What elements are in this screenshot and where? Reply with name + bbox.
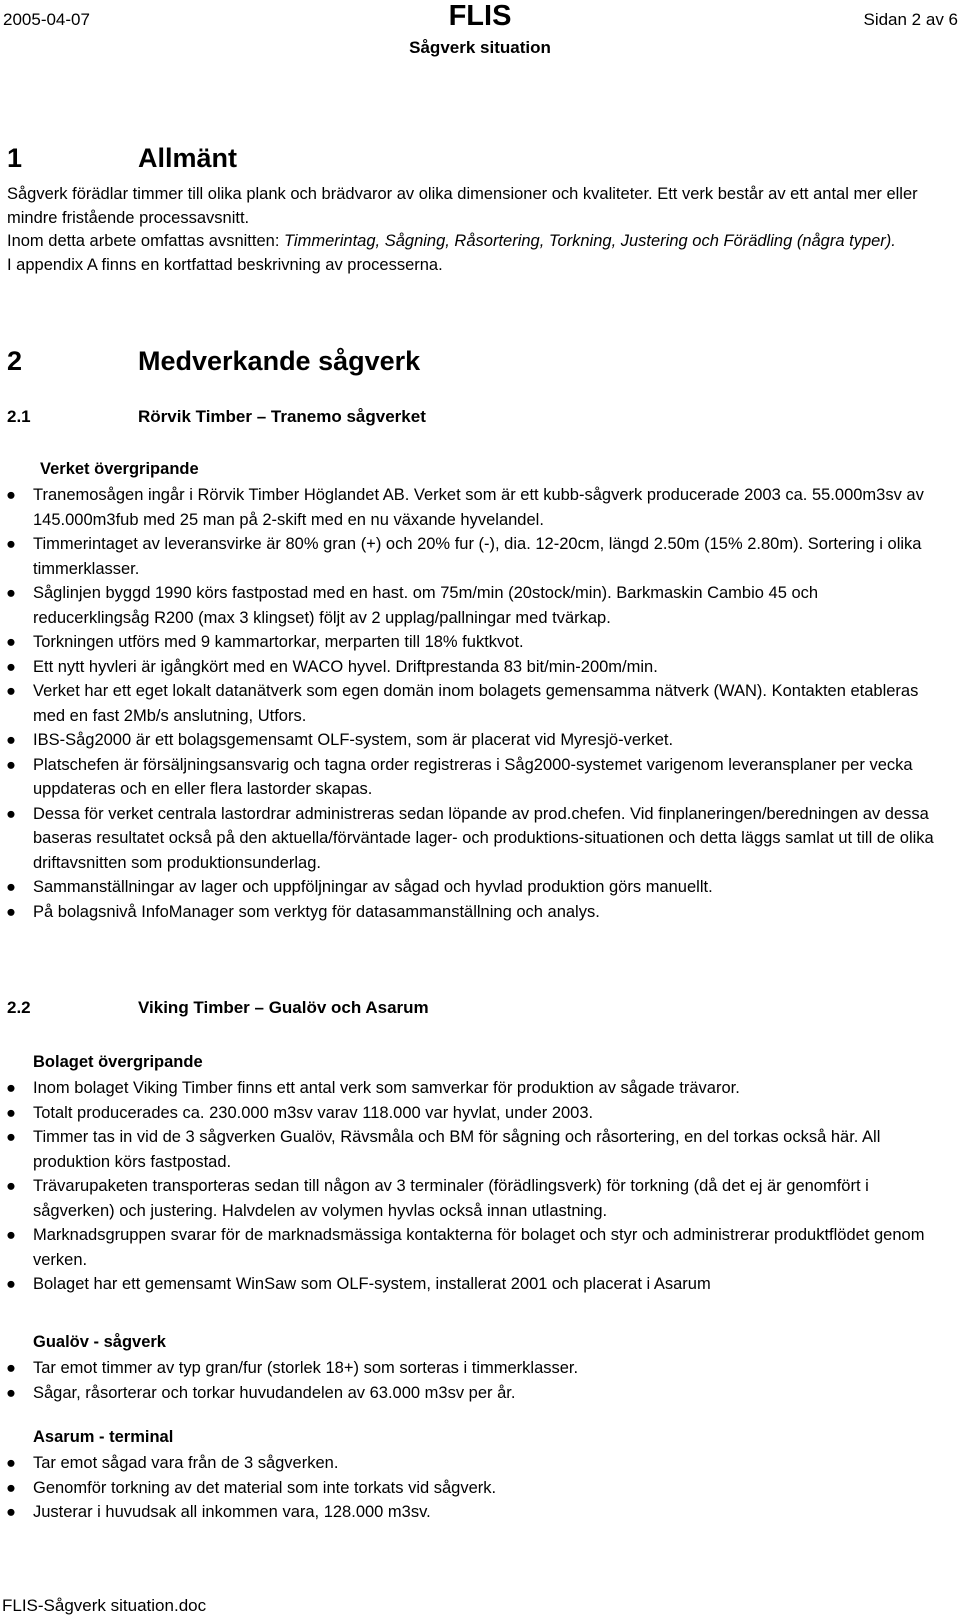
- list-item-text: Timmer tas in vid de 3 sågverken Gualöv, Rävsmåla och BM för sågning och råsortering, en del torkas också här. All produktion körs fastpostad.: [33, 1128, 881, 1171]
- section-2-1-subhead: Verket övergripande: [40, 460, 199, 478]
- list-item-text: Trävarupaketen transporteras sedan till någon av 3 terminaler (förädlingsverk) för torkning (då det ej är genomfört i sågverken) och justering. Halvdelen av volymen hyvlas också innan utlastning.: [33, 1177, 869, 1220]
- list-item: [0, 1125, 935, 1174]
- list-item-text: Verket har ett eget lokalt datanätverk som egen domän inom bolagets gemensamma nätverk (WAN). Kontakten etableras med en fast 2Mb/s anslutning, Utfors.: [33, 682, 919, 725]
- list-item: [0, 1451, 935, 1476]
- list-item: [0, 900, 935, 925]
- bullet-icon: ●: [6, 1275, 16, 1293]
- section-title: Viking Timber – Gualöv och Asarum: [138, 998, 429, 1017]
- list-item-text: På bolagsnivå InfoManager som verktyg för datasammanställning och analys.: [33, 902, 600, 921]
- list-item: [0, 753, 935, 802]
- paragraph: [7, 230, 927, 254]
- list-item-text: Torkningen utförs med 9 kammartorkar, merparten till 18% fuktkvot.: [33, 633, 524, 651]
- bullet-icon: ●: [6, 1478, 16, 1497]
- section-2-1-bullet-list: [0, 483, 935, 924]
- list-item-text: Tar emot timmer av typ gran/fur (storlek 18+) som sorteras i timmerklasser.: [33, 1359, 579, 1377]
- list-item: [0, 483, 935, 532]
- section-number: 1: [7, 143, 23, 173]
- bullet-icon: ●: [6, 902, 16, 921]
- list-item: [0, 655, 935, 680]
- header-page-number: Sidan 2 av 6: [863, 10, 958, 29]
- section-2-2-bullet-list-asarum: [0, 1451, 935, 1525]
- paragraph-italic: Timmerintag, Sågning, Råsortering, Torkning, Justering och Förädling (några typer).: [284, 232, 896, 250]
- list-item-text: Tranemosågen ingår i Rörvik Timber Höglandet AB. Verket som är ett kubb-sågverk producerade 2003 ca. 55.000m3sv av 145.000m3fub med 25 man på 2-skift med en nu växande hyvelandel.: [33, 486, 924, 529]
- bullet-icon: ●: [6, 584, 16, 602]
- section-2-2-subhead-company: Bolaget övergripande: [33, 1053, 203, 1071]
- section-title: Rörvik Timber – Tranemo sågverket: [138, 407, 426, 426]
- bullet-icon: ●: [6, 1177, 16, 1195]
- list-item-text: Timmerintaget av leveransvirke är 80% gran (+) och 20% fur (-), dia. 12-20cm, längd 2.50m (15% 2.80m). Sortering i olika timmerklasser.: [33, 535, 922, 578]
- bullet-icon: ●: [6, 1359, 16, 1377]
- bullet-icon: ●: [6, 1226, 16, 1244]
- list-item-text: Justerar i huvudsak all inkommen vara, 128.000 m3sv.: [33, 1503, 431, 1521]
- bullet-icon: ●: [6, 1103, 16, 1122]
- section-2-2-heading: [7, 998, 429, 1018]
- bullet-icon: ●: [6, 1454, 16, 1472]
- section-2-2-bullet-list-company: [0, 1076, 935, 1297]
- list-item-text: Marknadsgruppen svarar för de marknadsmässiga kontakterna för bolaget och styr och administrerar produktflödet genom verken.: [33, 1226, 925, 1269]
- list-item: [0, 728, 935, 753]
- list-item-text: Platschefen är försäljningsansvarig och tagna order registreras i Såg2000-systemet varigenom leveransplaner per vecka uppdateras och en eller flera lastorder skapas.: [33, 755, 913, 798]
- bullet-icon: ●: [6, 657, 16, 676]
- footer-filename: FLIS-Sågverk situation.doc: [2, 1596, 207, 1615]
- list-item: [0, 1101, 935, 1126]
- list-item: [0, 875, 935, 900]
- list-item: [0, 630, 935, 655]
- section-1-heading: [7, 143, 237, 174]
- paragraph: Sågverk förädlar timmer till olika plank och brädvaror av olika dimensioner och kvaliteter. Ett verk består av ett antal mer eller mindre fristående processavsnitt.: [7, 185, 918, 227]
- list-item-text: Dessa för verket centrala lastordrar administreras sedan löpande av prod.chefen. Vid finplaneringen/beredningen av dessa baseras resultatet också på den aktuella/förväntade lager- och produktions-situationen och detta läggs samlat ut till de olika driftavsnitten som produktionsunderlag.: [33, 804, 934, 872]
- bullet-icon: ●: [6, 878, 16, 896]
- section-2-2-subhead-gualov: Gualöv - sågverk: [33, 1333, 166, 1351]
- list-item-text: IBS-Såg2000 är ett bolagsgemensamt OLF-system, som är placerat vid Myresjö-verket.: [33, 731, 674, 749]
- bullet-icon: ●: [6, 1079, 16, 1097]
- section-2-2-bullet-list-gualov: [0, 1356, 935, 1405]
- bullet-icon: ●: [6, 682, 16, 700]
- header-title: FLIS: [448, 0, 512, 32]
- list-item-text: Totalt producerades ca. 230.000 m3sv varav 118.000 var hyvlat, under 2003.: [33, 1103, 594, 1122]
- bullet-icon: ●: [6, 1383, 16, 1402]
- bullet-icon: ●: [6, 1128, 16, 1146]
- bullet-icon: ●: [6, 755, 16, 774]
- list-item-text: Sammanställningar av lager och uppföljningar av sågad och hyvlad produktion görs manuellt.: [33, 878, 713, 896]
- section-number: 2: [7, 346, 23, 376]
- list-item-text: Ett nytt hyvleri är igångkört med en WACO hyvel. Driftprestanda 83 bit/min-200m/min.: [33, 657, 658, 676]
- bullet-icon: ●: [6, 633, 16, 651]
- bullet-icon: ●: [6, 486, 16, 504]
- list-item-text: Sågar, råsorterar och torkar huvudandelen av 63.000 m3sv per år.: [33, 1383, 516, 1402]
- list-item-text: Tar emot sågad vara från de 3 sågverken.: [33, 1454, 339, 1472]
- bullet-icon: ●: [6, 1503, 16, 1521]
- section-title: Allmänt: [138, 143, 238, 173]
- bullet-icon: ●: [6, 804, 16, 823]
- header-date: 2005-04-07: [3, 10, 90, 29]
- list-item: [0, 1272, 935, 1297]
- list-item: [0, 802, 935, 876]
- list-item-text: Såglinjen byggd 1990 körs fastpostad med en hast. om 75m/min (20stock/min). Barkmaskin Cambio 45 och reducerklingsåg R200 (max 3 klingset) följt av 2 upplag/pallningar med tvärkap.: [33, 584, 819, 627]
- list-item: [0, 1356, 935, 1381]
- paragraph-text: Inom detta arbete omfattas avsnitten:: [7, 232, 284, 250]
- list-item-text: Inom bolaget Viking Timber finns ett antal verk som samverkar för produktion av sågade trävaror.: [33, 1079, 740, 1097]
- list-item: [0, 679, 935, 728]
- list-item: [0, 1076, 935, 1101]
- section-2-heading: [7, 346, 420, 377]
- header-subtitle: Sågverk situation: [409, 38, 551, 57]
- section-number: 2.1: [7, 407, 31, 426]
- list-item: [0, 1476, 935, 1501]
- list-item: [0, 532, 935, 581]
- section-1-body: [7, 183, 927, 277]
- list-item-text: Genomför torkning av det material som inte torkats vid sågverk.: [33, 1478, 497, 1497]
- list-item: [0, 1174, 935, 1223]
- list-item: [0, 581, 935, 630]
- list-item: [0, 1500, 935, 1525]
- section-2-1-heading: [7, 407, 426, 427]
- section-2-2-subhead-asarum: Asarum - terminal: [33, 1428, 174, 1446]
- bullet-icon: ●: [6, 535, 16, 553]
- section-title: Medverkande sågverk: [138, 346, 421, 376]
- list-item: [0, 1223, 935, 1272]
- list-item-text: Bolaget har ett gemensamt WinSaw som OLF-system, installerat 2001 och placerat i Asarum: [33, 1275, 711, 1293]
- list-item: [0, 1381, 935, 1406]
- paragraph: I appendix A finns en kortfattad beskrivning av processerna.: [7, 255, 443, 274]
- bullet-icon: ●: [6, 731, 16, 749]
- section-number: 2.2: [7, 998, 31, 1017]
